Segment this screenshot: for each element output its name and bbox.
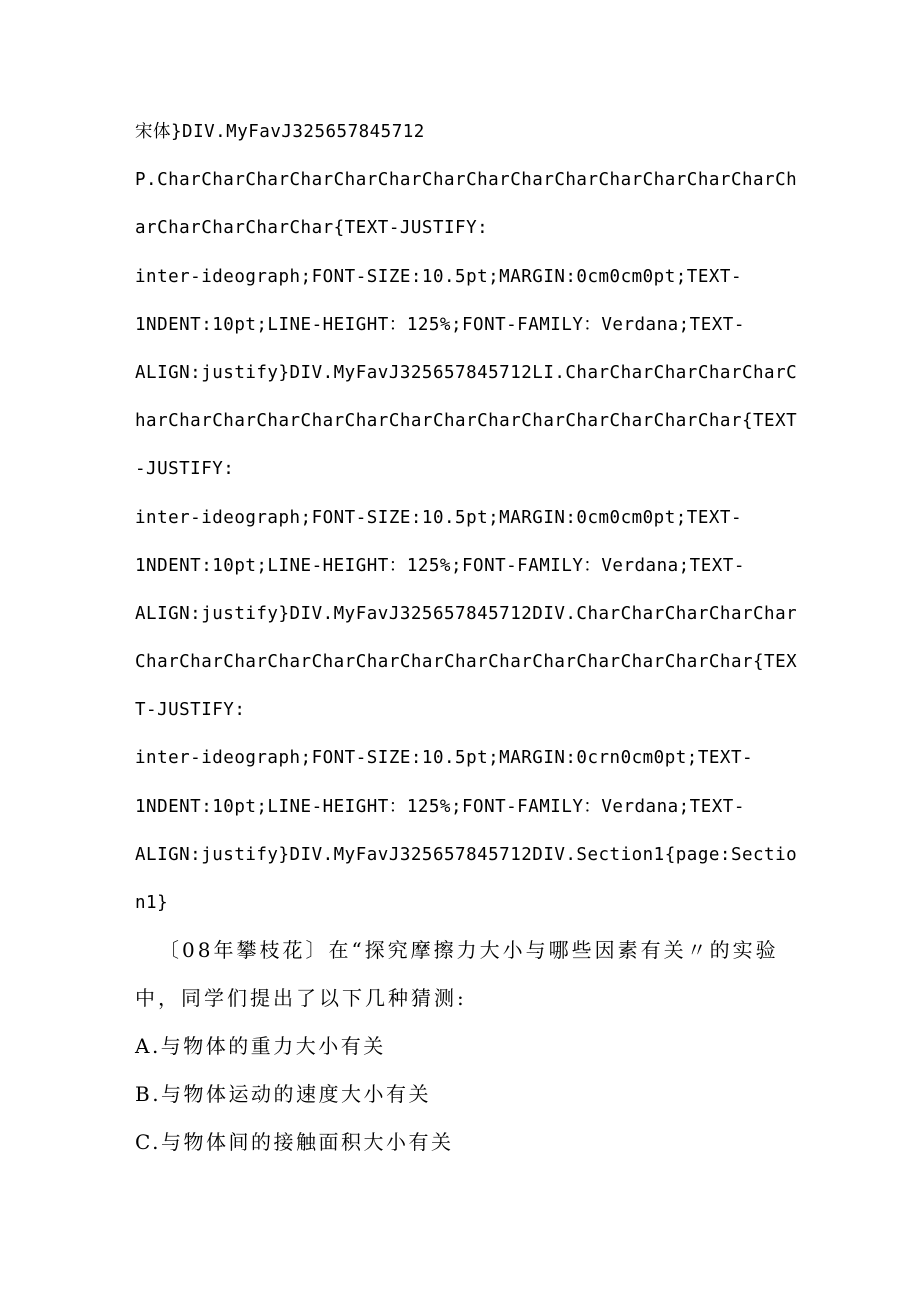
code-line: 1NDENT:10pt;LINE-HEIGHT：125%;FONT-FAMILY：Verdana;TEXT-: [135, 314, 745, 335]
code-line: ALIGN:justify}DIV.MyFavJ325657845712LI.CharCharCharCharCharC: [135, 362, 798, 383]
code-line: ALIGN:justify}DIV.MyFavJ325657845712DIV.Section1{page:Sectio: [135, 844, 798, 865]
question-stem: 〔08年攀枝花〕在“探究摩擦力大小与哪些因素有关〃的实验: [159, 938, 779, 962]
code-line: -JUSTIFY:: [135, 459, 235, 480]
code-line: 1NDENT:10pt;LINE-HEIGHT：125%;FONT-FAMILY：Verdana;TEXT-: [135, 555, 745, 576]
option-c: C.与物体间的接触面积大小有关: [135, 1130, 454, 1154]
code-line: CharCharCharCharCharCharCharCharCharCharCharCharCharChar{TEX: [135, 652, 798, 673]
code-line: T-JUSTIFY:: [135, 700, 246, 721]
code-line: ALIGN:justify}DIV.MyFavJ325657845712DIV.CharCharCharCharChar: [135, 603, 798, 624]
code-line: inter-ideograph;FONT-SIZE:10.5pt;MARGIN:0crn0cm0pt;TEXT-: [135, 748, 754, 769]
option-b: B.与物体运动的速度大小有关: [135, 1082, 432, 1106]
question-block: [135, 928, 795, 1168]
code-line: inter-ideograph;FONT-SIZE:10.5pt;MARGIN:0cm0cm0pt;TEXT-: [135, 266, 742, 287]
question-stem-continued: 中，同学们提出了以下几种猜测:: [135, 986, 467, 1010]
code-line: arCharCharCharChar{TEXT-JUSTIFY:: [135, 218, 489, 239]
code-line: 1NDENT:10pt;LINE-HEIGHT：125%;FONT-FAMILY：Verdana;TEXT-: [135, 796, 745, 817]
code-line: n1}: [135, 893, 169, 913]
code-line: 宋体}DIV.MyFavJ325657845712: [135, 122, 425, 142]
option-a: A.与物体的重力大小有关: [135, 1034, 386, 1058]
code-line: inter-ideograph;FONT-SIZE:10.5pt;MARGIN:0cm0cm0pt;TEXT-: [135, 507, 742, 528]
code-line: harCharCharCharCharCharCharCharCharCharCharCharCharChar{TEXT: [135, 411, 798, 432]
code-line: P.CharCharCharCharCharCharCharCharCharCharCharCharCharCharCh: [135, 170, 798, 191]
css-code-text: [135, 112, 798, 931]
